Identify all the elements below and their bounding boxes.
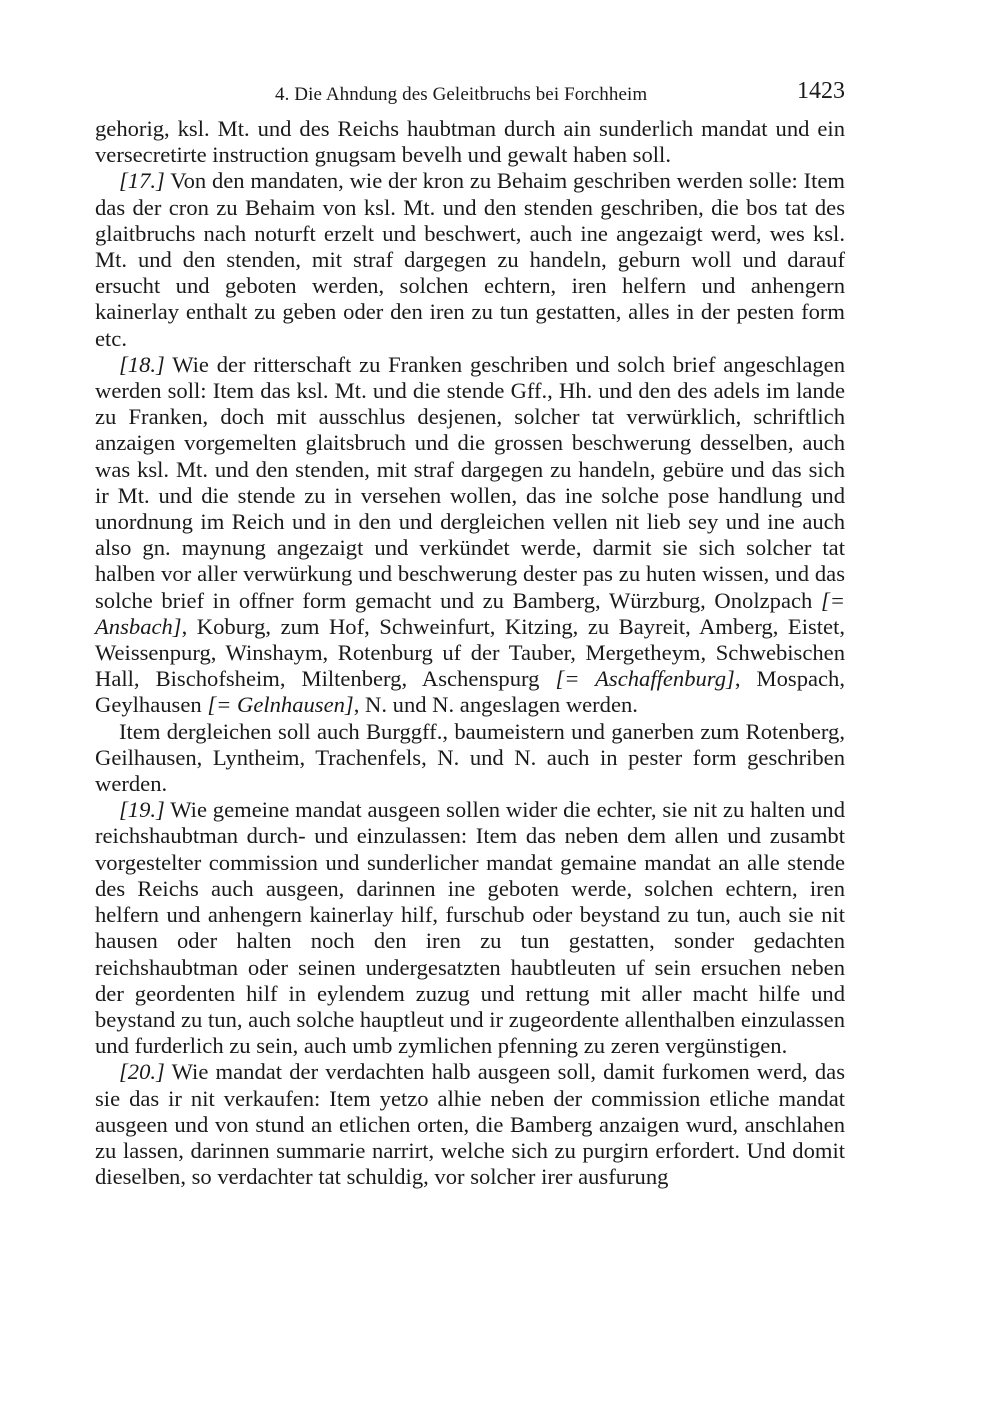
running-title: 4. Die Ahndung des Geleitbruchs bei Forchheim — [275, 84, 648, 105]
paragraph — [95, 168, 845, 351]
text-run: Wie mandat der verdachten halb ausgeen soll, damit furkomen werd, das sie das ir nit verkaufen: Item yetzo alhie neben der commission etliche mandat ausgeen und von stund an etlichen orten, die Bamberg anzaigen wurd, anschlahen zu lassen, darinnen summarie narrirt, welche sich zu purgirn erfordert. Und domit dieselben, so verdachter tat schuldig, vor solcher irer ausfurung — [95, 1059, 845, 1190]
section-number: [18.] — [119, 351, 165, 377]
section-number: [19.] — [119, 797, 165, 823]
text-run: Item dergleichen soll auch Burggff., baumeistern und ganerben zum Rotenberg, Geilhausen, Lyntheim, Trachenfels, N. und N. auch in pester form geschriben werden. — [95, 718, 845, 797]
editorial-note: [= Gelnhausen] — [207, 692, 354, 718]
text-run: , Mospach, Geylhausen — [95, 666, 846, 718]
paragraph — [95, 352, 845, 719]
running-header — [95, 78, 845, 112]
text-run: , N. und N. angeslagen werden. — [353, 692, 638, 718]
paragraph — [95, 797, 845, 1059]
body-text — [95, 116, 845, 1190]
text-run: Wie gemeine mandat ausgeen sollen wider die echter, sie nit zu halten und reichshaubtman durch- und einzulassen: Item das neben dem allen und zusambt vorgestelter commission und sunderlicher mandat gemaine mandat an alle stende des Reichs auch ausgeen, darinnen ine geboten werde, solchen echtern, iren helfern und anhengern kainerlay hilf, furschub oder beystand zu tun, auch sie nit hausen oder halten noch den iren zu tun gestatten, sonder gedachten reichshaubtman oder seinen undergesatzten haubtleuten uf sein ersuchen neben der geordenten hilf in eylendem zuzug und rettung mit aller macht hilfe und beystand zu tun, auch solche hauptleut und ir zugeordente allenthalben einzulassen und furderlich zu sein, auch umb zymlichen pfenning zu zeren vergünstigen. — [95, 797, 845, 1059]
paragraph — [95, 1059, 845, 1190]
text-run: , Koburg, zum Hof, Schweinfurt, Kitzing, zu Bayreit, Amberg, Eistet, Weissenpurg, Winshaym, Rotenburg uf der Tauber, Mergetheym, Schwebischen Hall, Bischofsheim, Miltenberg, Aschenspurg — [95, 613, 845, 692]
paragraph — [95, 719, 845, 798]
document-page — [95, 78, 845, 1190]
text-run: Wie der ritterschaft zu Franken geschriben und solch brief angeschlagen werden soll: Item das ksl. Mt. und die stende Gff., Hh. und den des adels im lande zu Franken, doch mit ausschlus desjenen, solcher tat verwürklich, schriftlich anzaigen vorgemelten glaitsbruch und die grossen beschwerung desselben, auch was ksl. Mt. und den stenden, mit straf dargegen zu handeln, gebüre und das sich ir Mt. und die stende zu in versehen wollen, das ine solche pose handlung und unordnung im Reich und in den und dergleichen vellen nit lieb sey und ine auch also gn. maynung angezaigt und verkündet werde, darmit sie sich solcher tat halben vor aller verwürkung und beschwerung dester pas zu huten wissen, und das solche brief in offner form gemacht und zu Bamberg, Würzburg, Onolzpach — [95, 351, 845, 613]
page-number: 1423 — [797, 78, 845, 104]
section-number: [20.] — [119, 1059, 165, 1085]
paragraph — [95, 116, 845, 168]
text-run: gehorig, ksl. Mt. und des Reichs haubtman durch ain sunderlich mandat und ein versecretirte instruction gnugsam bevelh und gewalt haben soll. — [95, 116, 845, 168]
editorial-note: [= Aschaffenburg] — [555, 666, 735, 692]
text-run: Von den mandaten, wie der kron zu Behaim geschriben werden solle: Item das der cron zu Behaim von ksl. Mt. und den stenden geschriben, die bos tat des glaitbruchs nach noturft erzelt und beschwert, auch ine angezaigt werd, wes ksl. Mt. und den stenden, mit straf dargegen zu handeln, geburn woll und darauf ersucht und geboten werden, solchen echtern, iren helfern und anhengern kainerlay enthalt zu geben oder den iren zu tun gestatten, alles in der pesten form etc. — [95, 168, 845, 351]
editorial-note: [= Ansbach] — [95, 587, 845, 639]
section-number: [17.] — [119, 168, 165, 194]
